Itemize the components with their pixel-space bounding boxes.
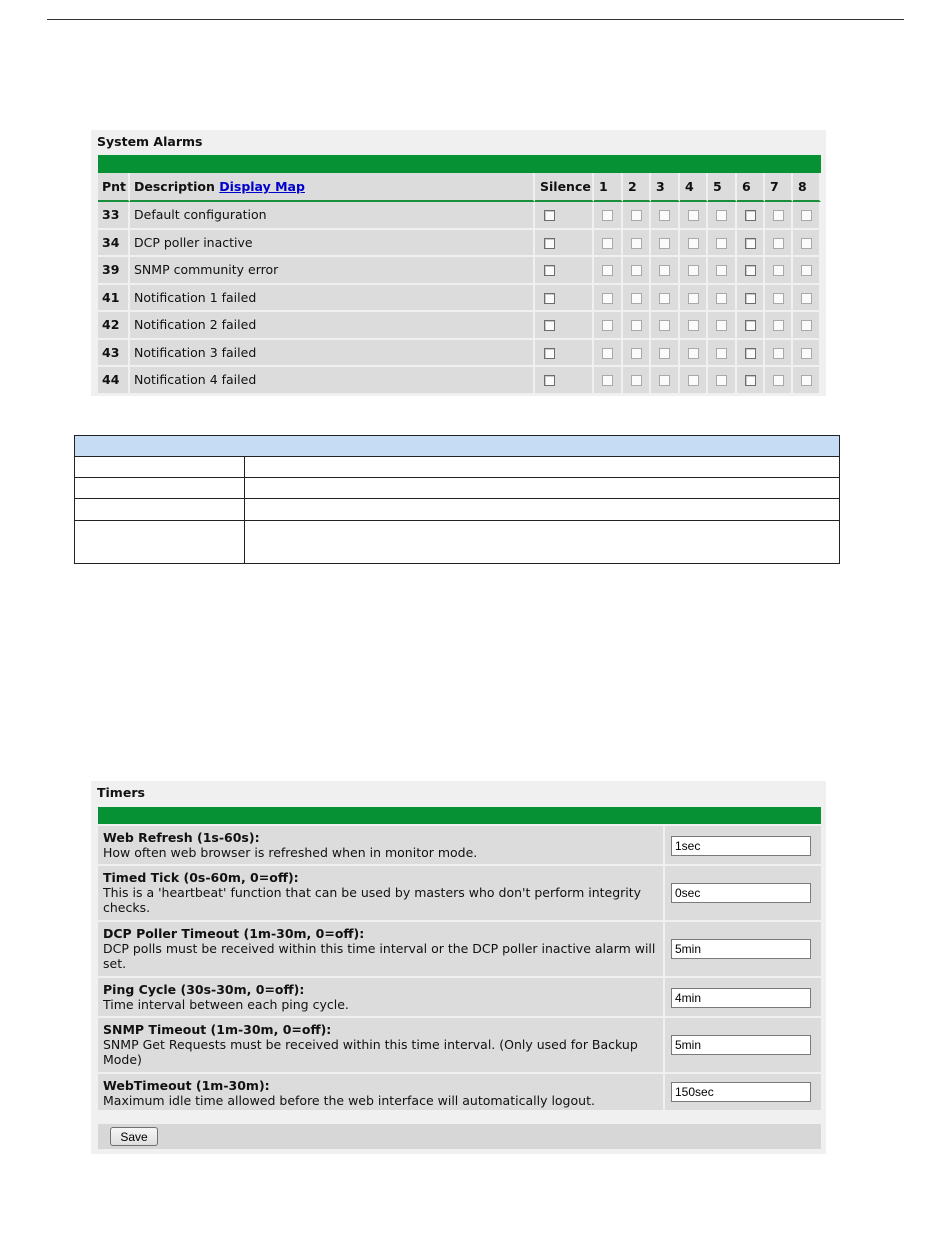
- silence-checkbox[interactable]: [544, 348, 555, 359]
- timer-help-text: How often web browser is refreshed when in monitor mode.: [103, 845, 478, 860]
- blank-grid-row: [75, 457, 840, 478]
- notification-cell-5: [708, 340, 737, 368]
- notification-6-checkbox[interactable]: [745, 375, 756, 386]
- notification-2-checkbox[interactable]: [631, 320, 642, 331]
- notification-cell-8: [793, 367, 821, 395]
- alarm-row: [98, 202, 821, 230]
- silence-cell: [535, 285, 594, 313]
- silence-checkbox[interactable]: [544, 210, 555, 221]
- notification-4-checkbox[interactable]: [688, 265, 699, 276]
- timer-row: [98, 826, 821, 864]
- alarm-point-number: 43: [98, 340, 130, 368]
- notification-cell-6: [737, 312, 765, 340]
- alarm-point-number: 39: [98, 257, 130, 285]
- timer-value-cell: [665, 1018, 821, 1072]
- notification-6-checkbox[interactable]: [745, 320, 756, 331]
- timer-help-text: Time interval between each ping cycle.: [103, 997, 349, 1012]
- notification-cell-8: [793, 230, 821, 258]
- notification-3-checkbox[interactable]: [659, 265, 670, 276]
- notification-8-checkbox[interactable]: [801, 320, 812, 331]
- notification-column-header-5: 5: [708, 173, 737, 202]
- timer-label: Web Refresh (1s-60s):: [103, 830, 260, 845]
- notification-cell-3: [651, 367, 680, 395]
- blank-grid-row: [75, 499, 840, 520]
- description-header-label: Description: [134, 179, 215, 194]
- notification-1-checkbox[interactable]: [602, 375, 613, 386]
- notification-cell-3: [651, 257, 680, 285]
- timer-label: SNMP Timeout (1m-30m, 0=off):: [103, 1022, 332, 1037]
- notification-8-checkbox[interactable]: [801, 293, 812, 304]
- notification-1-checkbox[interactable]: [602, 293, 613, 304]
- timer-row: [98, 1018, 821, 1072]
- notification-column-header-1: 1: [594, 173, 623, 202]
- timer-help-text: Maximum idle time allowed before the web interface will automatically logout.: [103, 1093, 595, 1108]
- notification-cell-7: [765, 367, 793, 395]
- notification-cell-5: [708, 230, 737, 258]
- notification-7-checkbox[interactable]: [773, 210, 784, 221]
- notification-6-checkbox[interactable]: [745, 210, 756, 221]
- notification-cell-3: [651, 340, 680, 368]
- notification-1-checkbox[interactable]: [602, 320, 613, 331]
- notification-cell-1: [594, 285, 623, 313]
- alarm-point-number: 41: [98, 285, 130, 313]
- timer-value-cell: [665, 922, 821, 976]
- notification-cell-4: [680, 285, 708, 313]
- alarm-description: Notification 4 failed: [130, 367, 535, 395]
- notification-5-checkbox[interactable]: [716, 210, 727, 221]
- silence-cell: [535, 312, 594, 340]
- silence-cell: [535, 340, 594, 368]
- notification-2-checkbox[interactable]: [631, 375, 642, 386]
- timer-value-cell: [665, 978, 821, 1016]
- blank-grid-cell: [245, 520, 840, 563]
- notification-cell-6: [737, 257, 765, 285]
- notification-cell-3: [651, 312, 680, 340]
- notification-cell-2: [623, 230, 651, 258]
- timer-value-cell: [665, 866, 821, 920]
- notification-column-header-7: 7: [765, 173, 793, 202]
- notification-3-checkbox[interactable]: [659, 375, 670, 386]
- notification-2-checkbox[interactable]: [631, 238, 642, 249]
- notification-cell-5: [708, 367, 737, 395]
- silence-column-header: Silence: [535, 173, 594, 202]
- notification-2-checkbox[interactable]: [631, 348, 642, 359]
- notification-cell-4: [680, 312, 708, 340]
- notification-column-header-6: 6: [737, 173, 765, 202]
- notification-1-checkbox[interactable]: [602, 348, 613, 359]
- alarm-description: Notification 2 failed: [130, 312, 535, 340]
- alarm-row: [98, 340, 821, 368]
- notification-cell-1: [594, 257, 623, 285]
- notification-8-checkbox[interactable]: [801, 210, 812, 221]
- notification-cell-5: [708, 312, 737, 340]
- display-map-link[interactable]: Display Map: [219, 179, 305, 194]
- notification-7-checkbox[interactable]: [773, 265, 784, 276]
- notification-cell-8: [793, 257, 821, 285]
- notification-cell-7: [765, 230, 793, 258]
- notification-8-checkbox[interactable]: [801, 375, 812, 386]
- notification-cell-7: [765, 340, 793, 368]
- notification-3-checkbox[interactable]: [659, 348, 670, 359]
- notification-4-checkbox[interactable]: [688, 348, 699, 359]
- notification-column-header-8: 8: [793, 173, 821, 202]
- notification-8-checkbox[interactable]: [801, 348, 812, 359]
- timer-label: WebTimeout (1m-30m):: [103, 1078, 270, 1093]
- timer-label: DCP Poller Timeout (1m-30m, 0=off):: [103, 926, 365, 941]
- blank-grid-cell: [245, 499, 840, 520]
- silence-cell: [535, 257, 594, 285]
- silence-checkbox[interactable]: [544, 375, 555, 386]
- timer-description: [98, 1018, 663, 1072]
- notification-5-checkbox[interactable]: [716, 265, 727, 276]
- blank-grid-header-row: [75, 436, 840, 457]
- notification-5-checkbox[interactable]: [716, 293, 727, 304]
- notification-cell-6: [737, 285, 765, 313]
- notification-cell-2: [623, 285, 651, 313]
- notification-cell-6: [737, 230, 765, 258]
- alarm-point-number: 34: [98, 230, 130, 258]
- timer-row: [98, 1074, 821, 1110]
- notification-cell-2: [623, 312, 651, 340]
- system-alarms-header-bar: [98, 155, 821, 173]
- notification-1-checkbox[interactable]: [602, 238, 613, 249]
- notification-cell-7: [765, 285, 793, 313]
- timer-label: Timed Tick (0s-60m, 0=off):: [103, 870, 299, 885]
- timer-value-input[interactable]: [671, 836, 811, 856]
- notification-column-header-3: 3: [651, 173, 680, 202]
- notification-cell-2: [623, 367, 651, 395]
- notification-cell-2: [623, 257, 651, 285]
- notification-7-checkbox[interactable]: [773, 375, 784, 386]
- notification-cell-7: [765, 202, 793, 230]
- silence-cell: [535, 202, 594, 230]
- notification-cell-8: [793, 340, 821, 368]
- notification-cell-1: [594, 367, 623, 395]
- timer-row: [98, 866, 821, 920]
- alarm-row: [98, 257, 821, 285]
- alarm-point-number: 42: [98, 312, 130, 340]
- notification-6-checkbox[interactable]: [745, 293, 756, 304]
- alarm-description: Notification 1 failed: [130, 285, 535, 313]
- notification-3-checkbox[interactable]: [659, 210, 670, 221]
- timers-title: Timers: [97, 785, 145, 800]
- timer-row: [98, 978, 821, 1016]
- notification-5-checkbox[interactable]: [716, 320, 727, 331]
- timer-description: [98, 922, 663, 976]
- notification-cell-4: [680, 340, 708, 368]
- notification-7-checkbox[interactable]: [773, 348, 784, 359]
- notification-cell-8: [793, 312, 821, 340]
- blank-grid-row: [75, 520, 840, 563]
- blank-grid-cell: [75, 499, 245, 520]
- system-alarms-title: System Alarms: [97, 134, 203, 149]
- notification-7-checkbox[interactable]: [773, 293, 784, 304]
- notification-cell-3: [651, 230, 680, 258]
- notification-cell-2: [623, 340, 651, 368]
- system-alarms-table: [98, 173, 821, 395]
- notification-8-checkbox[interactable]: [801, 238, 812, 249]
- notification-5-checkbox[interactable]: [716, 238, 727, 249]
- notification-cell-6: [737, 340, 765, 368]
- timer-value-input[interactable]: [671, 883, 811, 903]
- notification-4-checkbox[interactable]: [688, 320, 699, 331]
- notification-cell-4: [680, 367, 708, 395]
- blank-grid-row: [75, 478, 840, 499]
- notification-5-checkbox[interactable]: [716, 375, 727, 386]
- alarm-row: [98, 285, 821, 313]
- notification-2-checkbox[interactable]: [631, 265, 642, 276]
- blank-grid-cell: [245, 478, 840, 499]
- timer-description: [98, 866, 663, 920]
- alarm-description: SNMP community error: [130, 257, 535, 285]
- notification-cell-7: [765, 257, 793, 285]
- notification-1-checkbox[interactable]: [602, 265, 613, 276]
- timer-label: Ping Cycle (30s-30m, 0=off):: [103, 982, 305, 997]
- notification-1-checkbox[interactable]: [602, 210, 613, 221]
- timer-help-text: SNMP Get Requests must be received within this time interval. (Only used for Backup Mode): [103, 1037, 638, 1067]
- notification-cell-5: [708, 202, 737, 230]
- timer-description: [98, 1074, 663, 1110]
- notification-4-checkbox[interactable]: [688, 375, 699, 386]
- page-top-rule: [47, 19, 904, 20]
- alarm-description: DCP poller inactive: [130, 230, 535, 258]
- notification-cell-5: [708, 257, 737, 285]
- notification-cell-4: [680, 257, 708, 285]
- notification-3-checkbox[interactable]: [659, 238, 670, 249]
- notification-5-checkbox[interactable]: [716, 348, 727, 359]
- silence-checkbox[interactable]: [544, 320, 555, 331]
- notification-3-checkbox[interactable]: [659, 293, 670, 304]
- notification-8-checkbox[interactable]: [801, 265, 812, 276]
- save-bar: [98, 1124, 821, 1149]
- save-button[interactable]: Save: [110, 1127, 158, 1146]
- notification-cell-7: [765, 312, 793, 340]
- timer-value-input[interactable]: [671, 1082, 811, 1102]
- notification-cell-4: [680, 230, 708, 258]
- timer-help-text: DCP polls must be received within this time interval or the DCP poller inactive alarm will set.: [103, 941, 656, 971]
- alarm-point-number: 33: [98, 202, 130, 230]
- notification-6-checkbox[interactable]: [745, 265, 756, 276]
- system-alarms-panel: [91, 130, 826, 396]
- timer-value-input[interactable]: [671, 939, 811, 959]
- alarm-row: [98, 230, 821, 258]
- alarm-description: Default configuration: [130, 202, 535, 230]
- timer-description: [98, 978, 663, 1016]
- notification-7-checkbox[interactable]: [773, 238, 784, 249]
- notification-cell-1: [594, 202, 623, 230]
- blank-grid-table: [74, 435, 840, 564]
- notification-4-checkbox[interactable]: [688, 293, 699, 304]
- notification-6-checkbox[interactable]: [745, 238, 756, 249]
- blank-grid-cell: [75, 457, 245, 478]
- notification-6-checkbox[interactable]: [745, 348, 756, 359]
- notification-4-checkbox[interactable]: [688, 238, 699, 249]
- pnt-column-header: Pnt: [98, 173, 130, 202]
- silence-checkbox[interactable]: [544, 293, 555, 304]
- timer-description: [98, 826, 663, 864]
- notification-cell-1: [594, 340, 623, 368]
- notification-2-checkbox[interactable]: [631, 210, 642, 221]
- notification-cell-4: [680, 202, 708, 230]
- notification-cell-3: [651, 285, 680, 313]
- timer-value-cell: [665, 1074, 821, 1110]
- silence-checkbox[interactable]: [544, 265, 555, 276]
- notification-cell-6: [737, 367, 765, 395]
- description-column-header: [130, 173, 535, 202]
- alarm-table-header-row: [98, 173, 821, 202]
- blank-grid-header-cell: [75, 436, 840, 457]
- notification-7-checkbox[interactable]: [773, 320, 784, 331]
- alarm-row: [98, 312, 821, 340]
- timer-value-input[interactable]: [671, 1035, 811, 1055]
- notification-column-header-4: 4: [680, 173, 708, 202]
- notification-cell-2: [623, 202, 651, 230]
- notification-cell-3: [651, 202, 680, 230]
- timers-panel: [91, 781, 826, 1154]
- notification-column-header-2: 2: [623, 173, 651, 202]
- notification-cell-8: [793, 202, 821, 230]
- alarm-row: [98, 367, 821, 395]
- notification-3-checkbox[interactable]: [659, 320, 670, 331]
- timer-value-cell: [665, 826, 821, 864]
- notification-4-checkbox[interactable]: [688, 210, 699, 221]
- notification-cell-5: [708, 285, 737, 313]
- timer-value-input[interactable]: [671, 988, 811, 1008]
- notification-cell-6: [737, 202, 765, 230]
- timer-row: [98, 922, 821, 976]
- blank-grid-cell: [245, 457, 840, 478]
- notification-cell-1: [594, 312, 623, 340]
- timers-header-bar: [98, 807, 821, 824]
- alarm-description: Notification 3 failed: [130, 340, 535, 368]
- notification-cell-1: [594, 230, 623, 258]
- silence-cell: [535, 367, 594, 395]
- silence-checkbox[interactable]: [544, 238, 555, 249]
- blank-grid-cell: [75, 478, 245, 499]
- timer-help-text: This is a 'heartbeat' function that can be used by masters who don't perform integrity checks.: [103, 885, 642, 915]
- blank-grid-cell: [75, 520, 245, 563]
- alarm-point-number: 44: [98, 367, 130, 395]
- silence-cell: [535, 230, 594, 258]
- notification-cell-8: [793, 285, 821, 313]
- notification-2-checkbox[interactable]: [631, 293, 642, 304]
